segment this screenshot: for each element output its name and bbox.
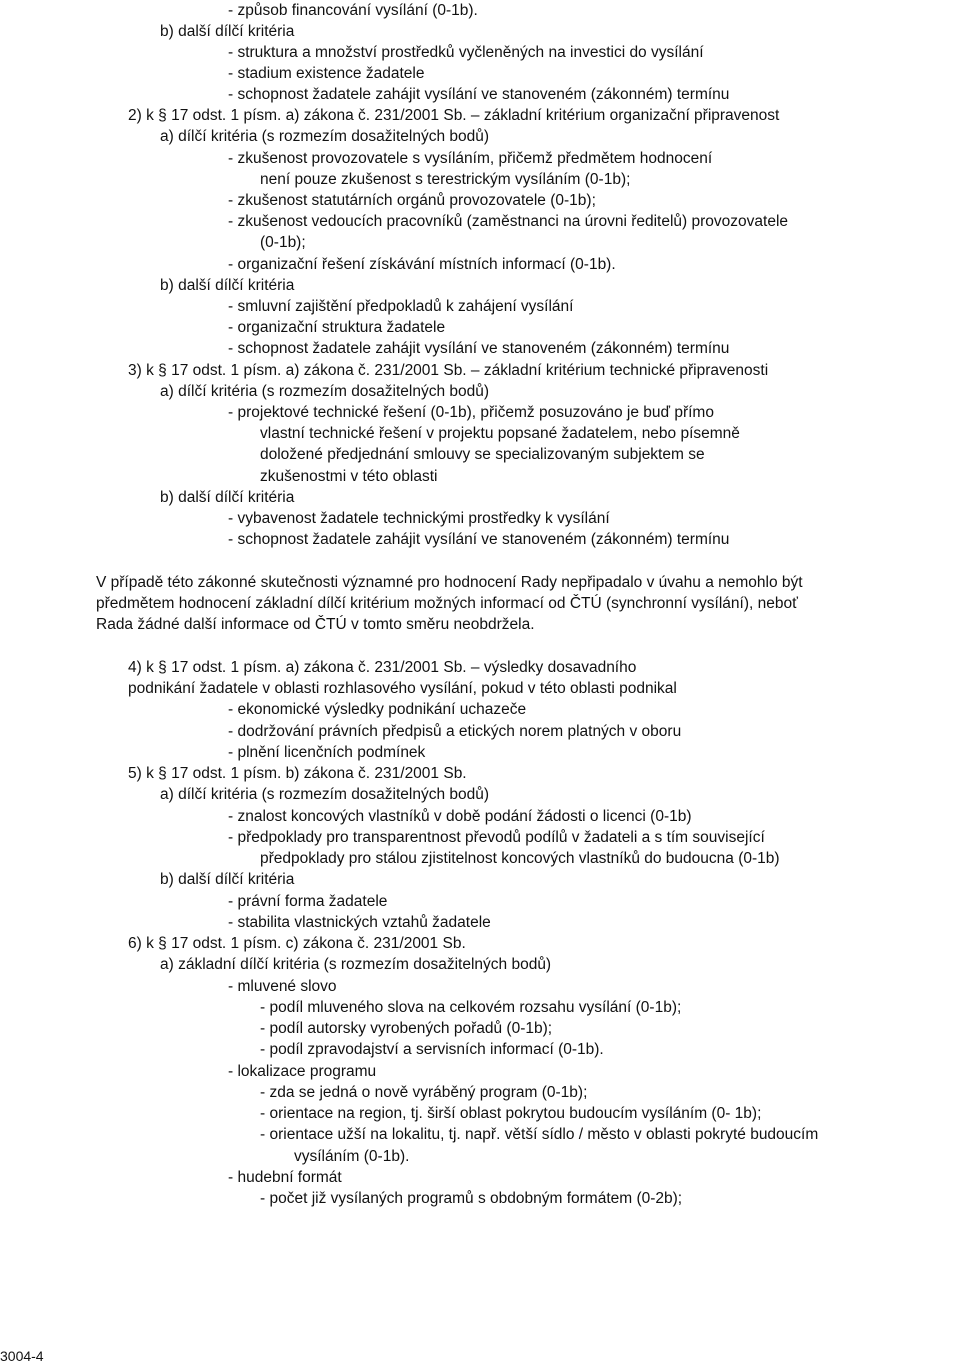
text-line: a) dílčí kritéria (s rozmezím dosažitelných bodů) [160,128,490,145]
text-line: - zkušenost statutárních orgánů provozovatele (0-1b); [228,192,596,209]
text-line: - zkušenost vedoucích pracovníků (zaměstnanci na úrovni ředitelů) provozovatele [228,213,789,230]
text-line: - hudební formát [228,1169,342,1186]
text-line: - podíl autorsky vyrobených pořadů (0-1b); [260,1020,553,1037]
text-line: - schopnost žadatele zahájit vysílání ve stanoveném (zákonném) termínu [228,340,730,357]
text-line: - znalost koncových vlastníků v době podání žádosti o licenci (0-1b) [228,808,692,825]
text-line: a) dílčí kritéria (s rozmezím dosažitelných bodů) [160,786,490,803]
text-line: - způsob financování vysílání (0-1b). [228,2,478,19]
text-line: 6) k § 17 odst. 1 písm. c) zákona č. 231/2001 Sb. [128,935,466,952]
text-line: - smluvní zajištění předpokladů k zahájení vysílání [228,298,574,315]
text-line: podnikání žadatele v oblasti rozhlasového vysílání, pokud v této oblasti podnikal [128,680,677,697]
text-line: b) další dílčí kritéria [160,489,295,506]
text-line: Rada žádné další informace od ČTÚ v tomto směru neobdržela. [96,616,535,633]
text-line: předpoklady pro stálou zjistitelnost koncových vlastníků do budoucna (0-1b) [260,850,780,867]
text-line: předmětem hodnocení základní dílčí kritérium možných informací od ČTÚ (synchronní vysílání), neboť [96,595,798,612]
text-line: - dodržování právních předpisů a etických norem platných v oboru [228,723,682,740]
text-line: b) další dílčí kritéria [160,277,295,294]
text-line: - počet již vysílaných programů s obdobným formátem (0-2b); [260,1190,683,1207]
text-line: 5) k § 17 odst. 1 písm. b) zákona č. 231/2001 Sb. [128,765,467,782]
text-line: - schopnost žadatele zahájit vysílání ve stanoveném (zákonném) termínu [228,86,730,103]
text-line: - předpoklady pro transparentnost převodů podílů v žadateli a s tím související [228,829,765,846]
text-line: vlastní technické řešení v projektu popsané žadatelem, nebo písemně [260,425,740,442]
text-line: a) základní dílčí kritéria (s rozmezím dosažitelných bodů) [160,956,552,973]
text-line: - mluvené slovo [228,978,337,995]
text-line: b) další dílčí kritéria [160,23,295,40]
text-line: - právní forma žadatele [228,893,388,910]
text-line: doložené předjednání smlouvy se specializovaným subjektem se [260,446,705,463]
text-line: není pouze zkušenost s terestrickým vysíláním (0-1b); [260,171,631,188]
text-line: - projektové technické řešení (0-1b), přičemž posuzováno je buď přímo [228,404,714,421]
text-line: - orientace užší na lokalitu, tj. např. větší sídlo / město v oblasti pokryté budoucím [260,1126,819,1143]
text-line: - schopnost žadatele zahájit vysílání ve stanoveném (zákonném) termínu [228,531,730,548]
text-line: vysíláním (0-1b). [294,1148,410,1165]
text-line: - stadium existence žadatele [228,65,425,82]
text-line: - zda se jedná o nově vyráběný program (0-1b); [260,1084,588,1101]
text-line: - zkušenost provozovatele s vysíláním, přičemž předmětem hodnocení [228,150,713,167]
text-line: V případě této zákonné skutečnosti významné pro hodnocení Rady nepřipadalo v úvahu a nemohlo být [96,574,803,591]
text-line: 4) k § 17 odst. 1 písm. a) zákona č. 231/2001 Sb. – výsledky dosavadního [128,659,637,676]
text-line: - podíl mluveného slova na celkovém rozsahu vysílání (0-1b); [260,999,682,1016]
page-footer: 3004-4 [0,1348,44,1364]
text-line: - ekonomické výsledky podnikání uchazeče [228,701,527,718]
text-line: - plnění licenčních podmínek [228,744,426,761]
text-line: - podíl zpravodajství a servisních informací (0-1b). [260,1041,604,1058]
text-line: - struktura a množství prostředků vyčleněných na investici do vysílání [228,44,704,61]
text-line: zkušenostmi v této oblasti [260,468,438,485]
text-line: 3) k § 17 odst. 1 písm. a) zákona č. 231/2001 Sb. – základní kritérium technické připravenosti [128,362,769,379]
text-line: - vybavenost žadatele technickými prostředky k vysílání [228,510,610,527]
text-line: - organizační řešení získávání místních informací (0-1b). [228,256,616,273]
text-line: - organizační struktura žadatele [228,319,446,336]
text-line: (0-1b); [260,234,306,251]
text-line: - lokalizace programu [228,1063,377,1080]
text-line: 2) k § 17 odst. 1 písm. a) zákona č. 231/2001 Sb. – základní kritérium organizační připravenost [128,107,780,124]
text-line: b) další dílčí kritéria [160,871,295,888]
text-line: a) dílčí kritéria (s rozmezím dosažitelných bodů) [160,383,490,400]
text-line: - stabilita vlastnických vztahů žadatele [228,914,491,931]
text-line: - orientace na region, tj. širší oblast pokrytou budoucím vysíláním (0- 1b); [260,1105,762,1122]
